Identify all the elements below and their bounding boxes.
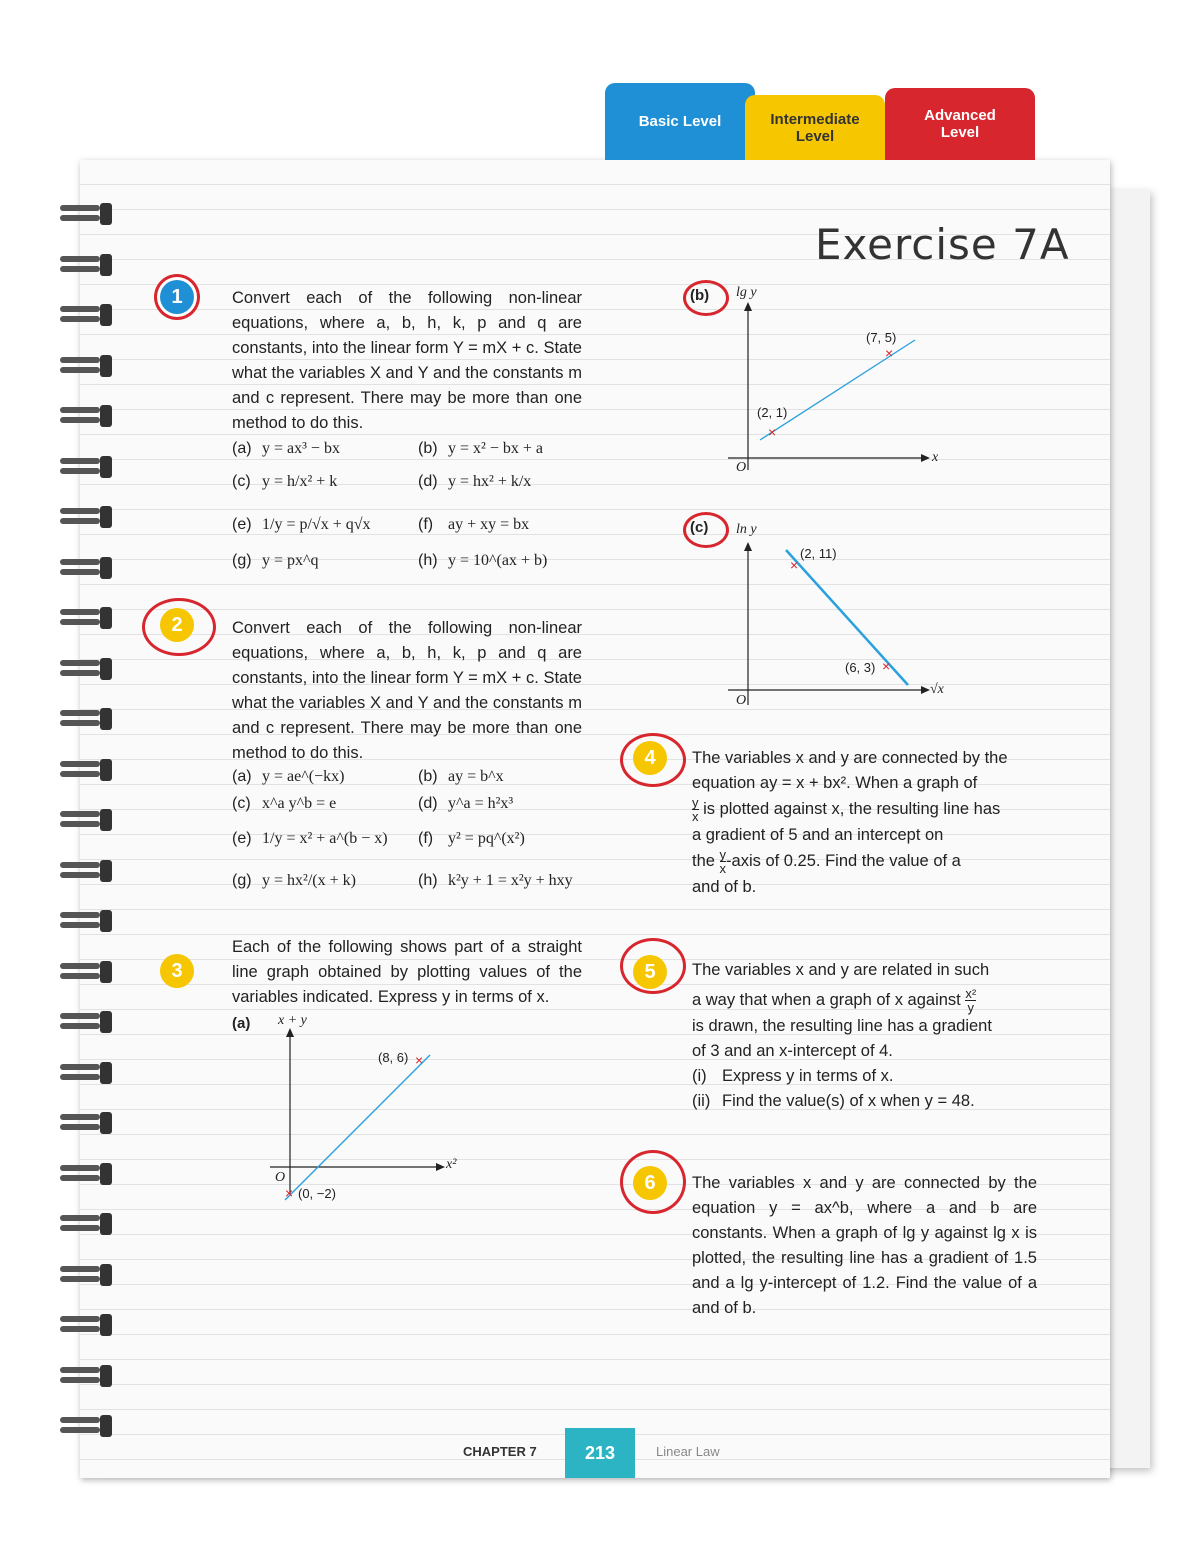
spiral-ring <box>60 559 112 577</box>
spiral-ring <box>60 357 112 375</box>
graph-c-point-1-mark: × <box>790 557 799 573</box>
tab-basic-level[interactable] <box>605 83 755 160</box>
question-4-number: 4 <box>644 746 656 769</box>
q2-item-c: (c) x^a y^b = e <box>232 795 337 812</box>
q1-item-f: (f) ay + xy = bx <box>418 516 530 533</box>
question-2-number: 2 <box>171 613 183 636</box>
tab-basic-label: Basic Level <box>638 113 722 130</box>
graph-c-origin: O <box>736 693 747 708</box>
question-3-number: 3 <box>171 959 183 982</box>
spiral-ring <box>60 912 112 930</box>
graph-b-label: (b) <box>690 287 710 304</box>
question-2-badge <box>160 608 194 642</box>
q4-line-6: and of b. <box>692 878 757 896</box>
q4-line-5: the $\frac{y}{x}$ -axis of 0.25. Find the value of a <box>692 847 961 876</box>
spiral-ring <box>60 458 112 476</box>
tab-intermediate-level[interactable] <box>745 95 885 160</box>
q2-item-b: (b) ay = b^x <box>418 768 504 785</box>
graph-a-point-1: (8, 6) <box>378 1050 409 1065</box>
q4-line-1: The variables x and y are connected by the <box>692 749 1008 767</box>
graph-b-point-1-mark: × <box>885 345 894 361</box>
question-6-text: The variables x and y are connected by the equation y = ax^b, where a and b are constants. When a graph of lg y against lg x is plotted, the resulting line has a gradient of 1.5 and a lg y-intercept of 1.2. Find the value of a and of b. <box>692 1174 1037 1317</box>
page-number-text: 213 <box>584 1442 616 1463</box>
question-6-badge <box>633 1166 667 1200</box>
q4-line-2: equation ay = x + bx². When a graph of <box>692 774 978 792</box>
spiral-ring <box>60 710 112 728</box>
spiral-ring <box>60 660 112 678</box>
q1-item-c: (c) y = h/x² + k <box>232 473 338 490</box>
graph-a-origin: O <box>275 1170 286 1185</box>
graph-b-y-arrow <box>744 302 752 311</box>
spiral-ring <box>60 1417 112 1435</box>
spiral-ring <box>60 1165 112 1183</box>
spiral-ring <box>60 205 112 223</box>
q1-item-g: (g) y = px^q <box>232 552 319 569</box>
spiral-ring <box>60 256 112 274</box>
graph-b-point-2-mark: × <box>768 424 777 440</box>
question-1-text: Convert each of the following non-linear equations, where a, b, h, k, p and q are constants, into the linear form Y = mX + c. State what the variables X and Y and the constants m and c represent. There may be more than one method to do this. <box>232 289 582 432</box>
spiral-ring <box>60 1114 112 1132</box>
page-title: Exercise 7A <box>815 220 1070 269</box>
question-2-text: Convert each of the following non-linear equations, where a, b, h, k, p and q are constants, into the linear form Y = mX + c. State what the variables X and Y and the constants m and c represent. There may be more than one method to do this. <box>232 619 582 762</box>
spiral-ring <box>60 1316 112 1334</box>
spiral-ring <box>60 862 112 880</box>
question-5-text <box>692 958 1037 1114</box>
spiral-ring <box>60 1367 112 1385</box>
graph-b-ylabel: lg y <box>736 285 757 300</box>
footer-page-number <box>565 1428 635 1478</box>
graph-a-y-arrow <box>286 1028 294 1037</box>
question-3-text: Each of the following shows part of a straight line graph obtained by plotting values of the variables indicated. Express y in terms of x. <box>232 938 582 1006</box>
spiral-ring <box>60 1013 112 1031</box>
q2-item-e: (e) 1/y = x² + a^(b − x) <box>232 830 388 847</box>
q4-line-4: a gradient of 5 and an intercept on <box>692 826 944 844</box>
q5-line-4: of 3 and an x-intercept of 4. <box>692 1042 893 1060</box>
graph-a-point-2: (0, −2) <box>298 1186 336 1201</box>
q5-line-1: The variables x and y are related in such <box>692 961 990 979</box>
graph-c-point-1: (2, 11) <box>800 546 837 561</box>
graph-b-xlabel: x <box>932 450 939 465</box>
graph-c-y-arrow <box>744 542 752 551</box>
q1-item-h: (h) y = 10^(ax + b) <box>418 552 548 569</box>
graph-a-line <box>285 1055 430 1200</box>
q5-line-3: is drawn, the resulting line has a gradient <box>692 1017 992 1035</box>
spiral-ring <box>60 1215 112 1233</box>
spiral-ring <box>60 963 112 981</box>
spiral-ring <box>60 1064 112 1082</box>
tab-advanced-level[interactable] <box>885 88 1035 160</box>
question-1-number: 1 <box>171 285 183 308</box>
q4-line-3: $\frac{y}{x}$ is plotted against x, the resulting line has <box>692 795 1001 824</box>
graph-a <box>255 1020 475 1210</box>
question-5-badge <box>633 955 667 989</box>
q2-item-f: (f) y² = pq^(x²) <box>418 830 525 847</box>
spiral-ring <box>60 306 112 324</box>
question-5-number: 5 <box>644 960 656 983</box>
graph-b <box>720 290 950 480</box>
question-4-badge <box>633 741 667 775</box>
q2-item-g: (g) y = hx²/(x + k) <box>232 872 356 889</box>
graph-a-point-2-mark: × <box>285 1185 294 1201</box>
q5-part-ii: (ii) Find the value(s) of x when y = 48. <box>692 1092 975 1110</box>
graph-a-xlabel: x² <box>446 1157 457 1172</box>
graph-a-point-1-mark: × <box>415 1052 424 1068</box>
graph-c-xlabel: √x <box>930 682 944 697</box>
question-4-text <box>692 746 1037 900</box>
graph-c-point-2-mark: × <box>882 658 891 674</box>
tab-intermediate-label: Intermediate Level <box>770 110 860 145</box>
spiral-ring <box>60 609 112 627</box>
question-1-badge <box>160 280 194 314</box>
graph-c-label: (c) <box>690 519 709 536</box>
spiral-ring <box>60 1266 112 1284</box>
q5-line-2: a way that when a graph of x against $\frac{\text{x²}}{y}$ <box>692 986 977 1015</box>
graph-a-label: (a) <box>232 1015 251 1032</box>
graph-b-x-arrow <box>921 454 930 462</box>
q1-item-b: (b) y = x² − bx + a <box>418 440 543 457</box>
spiral-ring <box>60 508 112 526</box>
q1-item-d: (d) y = hx² + k/x <box>418 473 532 490</box>
spiral-ring <box>60 761 112 779</box>
graph-c-point-2: (6, 3) <box>845 660 876 675</box>
spiral-ring <box>60 407 112 425</box>
footer-chapter: CHAPTER 7 <box>463 1444 537 1459</box>
graph-a-ylabel: x + y <box>278 1013 307 1028</box>
tab-advanced-label: Advanced Level <box>924 107 996 141</box>
q1-item-a: (a) y = ax³ − bx <box>232 440 340 457</box>
q2-item-h: (h) k²y + 1 = x²y + hxy <box>418 872 573 889</box>
graph-c-x-arrow <box>921 686 930 694</box>
q2-item-a: (a) y = ae^(−kx) <box>232 768 345 785</box>
q5-part-i: (i) Express y in terms of x. <box>692 1067 894 1085</box>
graph-b-point-1: (7, 5) <box>866 330 897 345</box>
graph-c-ylabel: ln y <box>736 522 757 537</box>
spiral-ring <box>60 811 112 829</box>
question-6-number: 6 <box>644 1171 656 1194</box>
graph-a-x-arrow <box>436 1163 445 1171</box>
footer-topic: Linear Law <box>656 1444 720 1459</box>
q2-item-d: (d) y^a = h²x³ <box>418 795 514 812</box>
graph-b-point-2: (2, 1) <box>757 405 788 420</box>
q1-item-e: (e) 1/y = p/√x + q√x <box>232 516 371 533</box>
graph-b-origin: O <box>736 460 747 475</box>
question-3-badge <box>160 954 194 988</box>
